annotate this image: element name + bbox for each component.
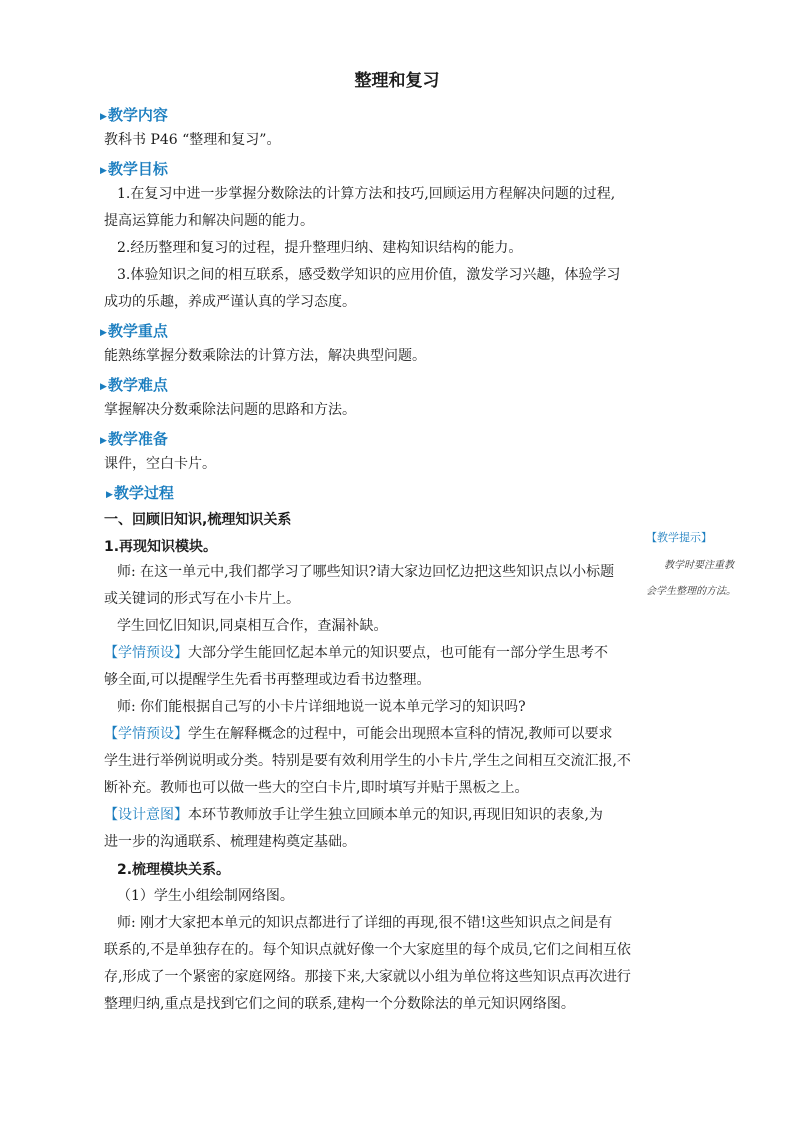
annotation-tag: 【设计意图】 [104,807,188,823]
triangle-icon: ▶ [100,328,107,338]
teacher-question: 师: 你们能根据自己写的小卡片详细地说一说本单元学习的知识吗? [117,699,526,715]
part1-heading: 一、回顾旧知识,梳理知识关系 [104,512,292,528]
goal-line: 1.在复习中进一步掌握分数除法的计算方法和技巧,回顾运用方程解决问题的过程, [117,186,616,202]
goal-line: 提高运算能力和解决问题的能力。 [104,213,314,229]
section-heading-process: ▶教学过程 [106,484,174,502]
body-line: 存,形成了一个紧密的家庭网络。那接下来,大家就以小组为单位将这些知识点再次进行 [104,969,631,985]
triangle-icon: ▶ [100,112,107,122]
section-heading-content: ▶教学内容 [100,106,168,124]
step1-heading: 1.再现知识模块。 [104,539,218,555]
triangle-icon: ▶ [100,382,107,392]
sidebar-tip-line: 会学生整理的方法。 [646,586,736,597]
section-heading-goals: ▶教学目标 [100,160,168,178]
annotation-paragraph: 【学情预设】大部分学生能回忆起本单元的知识要点，也可能有一部分学生思考不 [104,645,608,661]
content-text: 教科书 P46 “整理和复习”。 [104,132,281,148]
section-heading-prep: ▶教学准备 [100,430,168,448]
triangle-icon: ▶ [100,436,107,446]
annotation-paragraph: 【学情预设】学生在解释概念的过程中，可能会出现照本宣科的情况,教师可以要求 [104,726,613,742]
body-line: 断补充。教师也可以做一些大的空白卡片,即时填写并贴于黑板之上。 [104,780,529,796]
body-line: 或关键词的形式写在小卡片上。 [104,591,300,607]
triangle-icon: ▶ [106,490,113,500]
step2-subheading: （1）学生小组绘制网络图。 [117,888,294,904]
key-text: 能熟练掌握分数乘除法的计算方法，解决典型问题。 [104,348,426,364]
body-line: 学生进行举例说明或分类。特别是要有效利用学生的小卡片,学生之间相互交流汇报,不 [104,753,631,769]
body-line: 师: 在这一单元中,我们都学习了哪些知识?请大家边回忆边把这些知识点以小标题 [117,564,615,580]
goal-line: 成功的乐趣，养成严谨认真的学习态度。 [104,294,356,310]
step2-heading: 2.梳理模块关系。 [117,862,231,878]
body-line: 学生回忆旧知识,同桌相互合作，查漏补缺。 [117,618,388,634]
annotation-tag: 【学情预设】 [104,645,188,661]
difficulty-text: 掌握解决分数乘除法问题的思路和方法。 [104,402,356,418]
section-heading-key: ▶教学重点 [100,322,168,340]
body-line: 师: 刚才大家把本单元的知识点都进行了详细的再现,很不错!这些知识点之间是有 [117,915,613,931]
goal-line: 3.体验知识之间的相互联系，感受数学知识的应用价值，激发学习兴趣，体验学习 [117,267,621,283]
sidebar-tip-line: 教学时要注重教 [664,560,734,571]
annotation-tag: 【学情预设】 [104,726,188,742]
annotation-paragraph: 【设计意图】本环节教师放手让学生独立回顾本单元的知识,再现旧知识的表象,为 [104,807,603,823]
page-title: 整理和复习 [354,71,440,91]
sidebar-tip-title: 【教学提示】 [646,531,712,544]
section-heading-difficulty: ▶教学难点 [100,376,168,394]
goal-line: 2.经历整理和复习的过程，提升整理归纳、建构知识结构的能力。 [117,240,523,256]
prep-text: 课件，空白卡片。 [104,456,216,472]
body-line: 整理归纳,重点是找到它们之间的联系,建构一个分数除法的单元知识网络图。 [104,996,575,1012]
body-line: 够全面,可以提醒学生先看书再整理或边看书边整理。 [104,672,431,688]
body-line: 进一步的沟通联系、梳理建构奠定基础。 [104,834,356,850]
triangle-icon: ▶ [100,166,107,176]
body-line: 联系的,不是单独存在的。每个知识点就好像一个大家庭里的每个成员,它们之间相互依 [104,942,631,958]
